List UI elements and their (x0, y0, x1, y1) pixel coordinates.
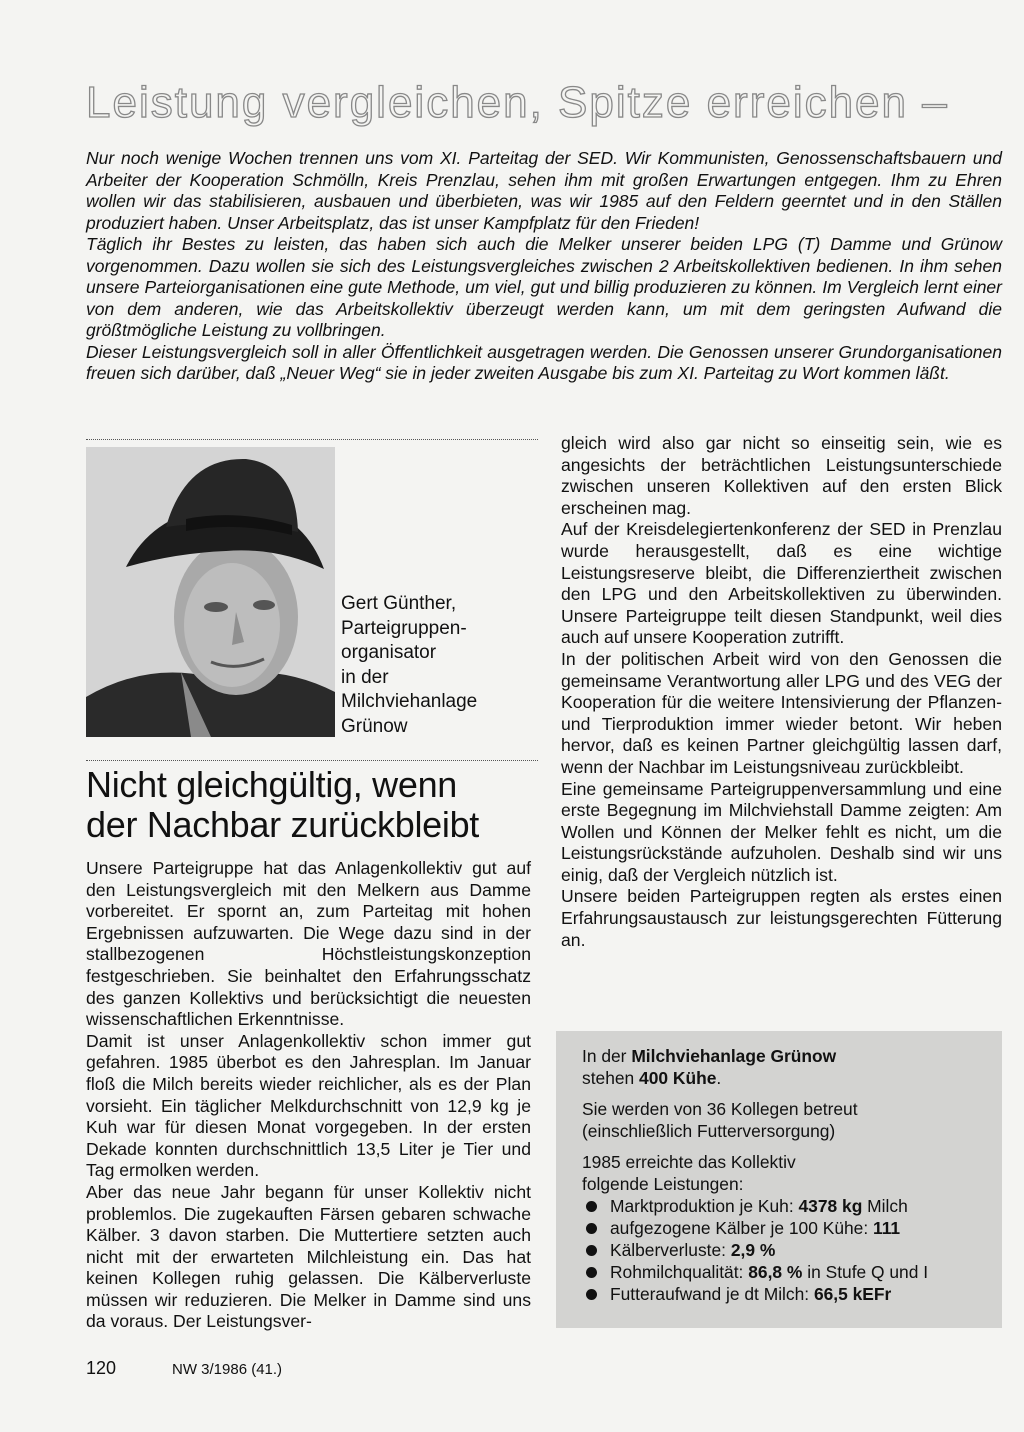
body-paragraph: gleich wird also gar nicht so einseitig sein, wie es angesichts der beträchtlichen Leistungsunterschiede zwischen unseren Kollektiven auf den ersten Blick erscheinen mag. (561, 433, 1002, 518)
intro-paragraph: Dieser Leistungsvergleich soll in aller Öffentlichkeit ausgetragen werden. Die Genossen unserer Grundorganisationen freuen sich darüber, daß „Neuer Weg“ sie in jeder zweiten Ausgabe bis zum XI. Parteitag zu Wort kommen läßt. (86, 341, 1002, 383)
photo-caption (341, 592, 531, 739)
info-line: (einschließlich Futterversorgung) (582, 1121, 836, 1141)
info-line: folgende Leistungen: (582, 1174, 744, 1194)
divider-top (86, 439, 538, 440)
left-column (86, 858, 531, 1333)
body-paragraph: Damit ist unser Anlagenkollektiv schon immer gut gefahren. 1985 überbot es den Jahresplan. Im Januar floß die Milch bereits wieder reichlicher, als es der Plan vorsieht. Ein täglicher Melkdurchschnitt von 12,9 kg je Kuh war für diesen Monat vorgegeben. In der ersten Dekade konnten durchschnittlich 13,5 Liter je Tier und Tag ermolken werden. (86, 1030, 531, 1181)
portrait-photo (86, 447, 335, 737)
list-item: Marktproduktion je Kuh: 4378 kg Milch (582, 1195, 987, 1217)
body-paragraph: Auf der Kreisdelegiertenkonferenz der SED in Prenzlau wurde herausgestellt, daß es eine wichtige Leistungsreserve bleibt, die Differenziertheit zwischen den LPG und den Arbeitskollektiven zu überwinden. Unsere Parteigruppe teilt diesen Standpunkt, weil dies auch auf unsere Kooperation zutrifft. (561, 519, 1002, 648)
info-line: In der Milchviehanlage Grünow (582, 1046, 837, 1066)
page-headline: Leistung vergleichen, Spitze erreichen – (86, 78, 949, 127)
caption-line: Milchviehanlage (341, 691, 478, 712)
info-line: stehen 400 Kühe. (582, 1068, 722, 1088)
title-line: Nicht gleichgültig, wenn (86, 764, 458, 805)
intro-paragraph: Täglich ihr Bestes zu leisten, das haben sich auch die Melker unserer beiden LPG (T) Damme und Grünow vorgenommen. Dazu wollen sie sich des Leistungsvergleiches zwischen 2 Arbeitskollektiven bedienen. In ihm sehen unsere Parteiorganisationen eine gute Methode, um viel, gut und billig produzieren zu können. Im Vergleich lernt einer von dem anderen, wie das Arbeitskollektiv überzeugt werden kann, um mit dem geringsten Aufwand die größtmögliche Leistung zu vollbringen. (86, 234, 1002, 340)
list-item: aufgezogene Kälber je 100 Kühe: 111 (582, 1217, 987, 1239)
info-line: Sie werden von 36 Kollegen betreut (582, 1099, 858, 1119)
right-column (561, 433, 1002, 951)
title-line: der Nachbar zurückbleibt (86, 804, 480, 845)
body-paragraph: Unsere Parteigruppe hat das Anlagenkollektiv gut auf den Leistungsvergleich mit den Melkern aus Damme vorbereitet. Er spornt an, zum Parteitag mit hohen Ergebnissen aufzuwarten. Die Wege dazu sind in der stallbezogenen Höchstleistungskonzeption festgeschrieben. Sie beinhaltet den Erfahrungsschatz des ganzen Kollektivs und berücksichtigt die neuesten wissenschaftlichen Erkenntnisse. (86, 858, 531, 1030)
divider-middle (86, 760, 538, 761)
caption-line: Gert Günther, (341, 593, 457, 614)
list-item: Kälberverluste: 2,9 % (582, 1239, 987, 1261)
caption-line: Grünow (341, 715, 408, 737)
caption-line: organisator (341, 642, 437, 663)
info-line: 1985 erreichte das Kollektiv (582, 1152, 796, 1172)
caption-line: Parteigruppen- (341, 617, 467, 639)
caption-line: in der (341, 666, 389, 688)
info-box (556, 1031, 1002, 1328)
performance-list (582, 1195, 987, 1305)
body-paragraph: Aber das neue Jahr begann für unser Kollektiv nicht problemlos. Die zugekauften Färsen gebaren schwache Kälber. 3 davon starben. Die Muttertiere setzten auch nicht mit der erwarteten Milchleistung ein. Das hat keinen Kollegen ruhig gelassen. Die Kälberverluste müssen wir reduzieren. Die Melker in Damme sind uns da voraus. Der Leistungsver- (86, 1181, 531, 1332)
list-item: Rohmilchqualität: 86,8 % in Stufe Q und I (582, 1261, 987, 1283)
page-number: 120 (86, 1358, 117, 1378)
portrait-figure (86, 447, 335, 737)
list-item: Futteraufwand je dt Milch: 66,5 kEFr (582, 1283, 987, 1305)
intro-text (86, 148, 1002, 385)
intro-paragraph: Nur noch wenige Wochen trennen uns vom XI. Parteitag der SED. Wir Kommunisten, Genossenschaftsbauern und Arbeiter der Kooperation Schmölln, Kreis Prenzlau, sehen ihm mit großen Erwartungen entgegen. Ihm zu Ehren wollen wir das stabilisieren, ausbauen und überbieten, was wir 1985 auf den Feldern geerntet und in den Ställen produziert haben. Unser Arbeitsplatz, das ist unser Kampfplatz für den Frieden! (86, 148, 1002, 233)
issue-label: NW 3/1986 (41.) (172, 1361, 283, 1378)
body-paragraph: Unsere beiden Parteigruppen regten als erstes einen Erfahrungsaustausch zur leistungsgerechten Fütterung an. (561, 886, 1002, 950)
body-paragraph: In der politischen Arbeit wird von den Genossen die gemeinsame Verantwortung aller LPG und des VEG der Kooperation für die weitere Intensivierung der Pflanzen- und Tierproduktion immer wieder betont. Wir heben hervor, daß es keinen Partner gleichgültig lassen darf, wenn der Nachbar im Leistungsniveau zurückbleibt. (561, 648, 1002, 777)
article-title (86, 765, 546, 845)
body-paragraph: Eine gemeinsame Parteigruppenversammlung und eine erste Begegnung im Milchviehstall Damme zeigten: Am Wollen und Können der Melker fehlt es nicht, um die Leistungsrückstände aufzuholen. Deshalb sind wir uns einig, daß der Vergleich nützlich ist. (561, 778, 1002, 885)
